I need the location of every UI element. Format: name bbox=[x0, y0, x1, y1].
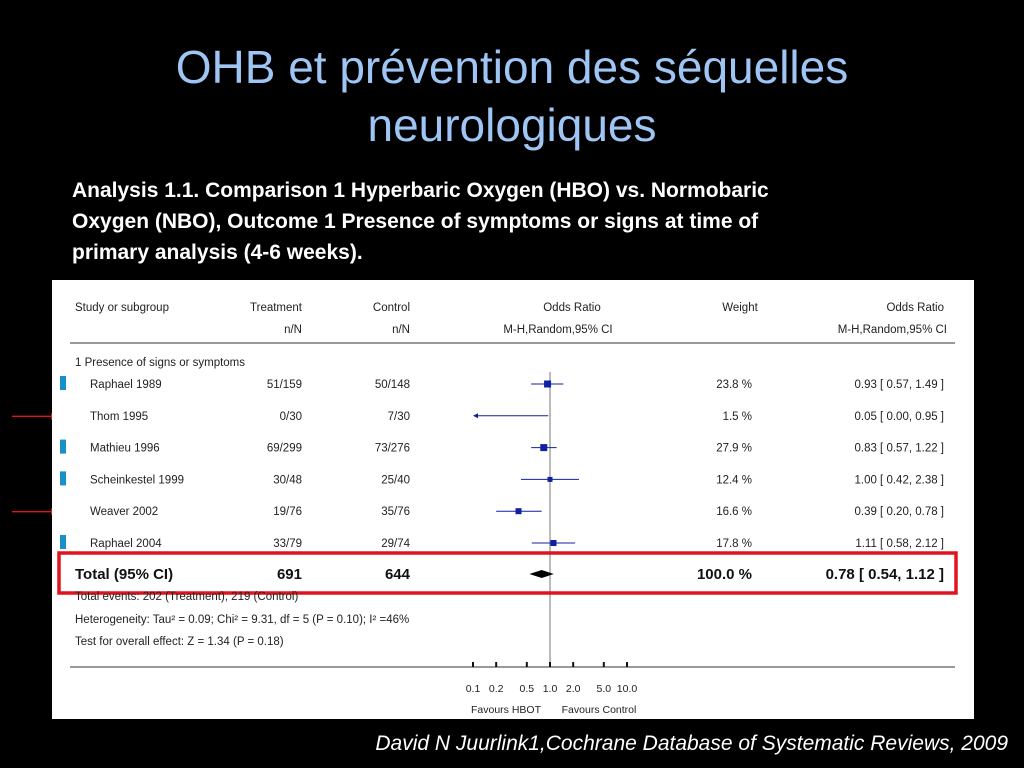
study-weight: 1.5 % bbox=[722, 410, 752, 423]
study-name: Raphael 2004 bbox=[90, 538, 162, 550]
study-ci-text: 0.93 [ 0.57, 1.49 ] bbox=[854, 379, 944, 391]
study-side-bar bbox=[60, 471, 66, 485]
study-weight: 23.8 % bbox=[716, 379, 752, 391]
study-point-estimate bbox=[544, 381, 551, 388]
study-treatment: 51/159 bbox=[266, 379, 302, 391]
analysis-description-line2: Oxygen (NBO), Outcome 1 Presence of symptoms or signs at time of bbox=[72, 210, 759, 233]
footer-events: Total events: 202 (Treatment), 219 (Control) bbox=[75, 591, 299, 603]
x-axis-tick-label: 1.0 bbox=[542, 683, 558, 695]
table-row bbox=[60, 440, 944, 455]
total-control: 644 bbox=[384, 566, 410, 583]
header-or-plot-sub: M-H,Random,95% CI bbox=[503, 324, 613, 336]
study-ci-text: 0.83 [ 0.57, 1.22 ] bbox=[854, 442, 944, 455]
header-treatment-sub: n/N bbox=[284, 324, 302, 336]
study-treatment: 69/299 bbox=[266, 442, 302, 455]
study-name: Mathieu 1996 bbox=[90, 442, 160, 455]
study-treatment: 33/79 bbox=[273, 538, 302, 550]
study-control: 50/148 bbox=[374, 379, 410, 391]
study-control: 7/30 bbox=[387, 410, 410, 423]
x-axis-tick-label: 2.0 bbox=[565, 683, 581, 695]
study-ci-text: 0.39 [ 0.20, 0.78 ] bbox=[854, 506, 944, 519]
study-weight: 17.8 % bbox=[716, 538, 752, 550]
study-ci-text: 1.00 [ 0.42, 2.38 ] bbox=[854, 474, 944, 487]
study-control: 35/76 bbox=[381, 506, 410, 519]
x-axis-tick-label: 0.2 bbox=[488, 683, 504, 695]
footer-heterogeneity: Heterogeneity: Tau² = 0.09; Chi² = 9.31, df = 5 (P = 0.10); I² =46% bbox=[75, 614, 410, 626]
study-treatment: 30/48 bbox=[273, 474, 302, 487]
study-side-bar bbox=[60, 376, 66, 390]
study-point-estimate bbox=[548, 477, 553, 482]
study-side-bar bbox=[60, 440, 66, 454]
forest-plot-panel bbox=[52, 280, 974, 719]
annotation-arrows bbox=[0, 0, 60, 768]
study-name: Raphael 1989 bbox=[90, 379, 162, 391]
study-ci-text: 1.11 [ 0.58, 2.12 ] bbox=[855, 538, 944, 550]
favours-right-label: Favours Control bbox=[561, 704, 637, 716]
study-weight: 12.4 % bbox=[716, 474, 752, 487]
study-point-estimate bbox=[550, 540, 556, 546]
header-treatment: Treatment bbox=[250, 302, 302, 314]
header-or-plot: Odds Ratio bbox=[543, 302, 601, 314]
study-ci-arrowhead bbox=[473, 413, 478, 418]
total-label: Total (95% CI) bbox=[75, 566, 174, 583]
table-row bbox=[90, 506, 944, 518]
study-name: Weaver 2002 bbox=[90, 506, 159, 519]
study-point-estimate bbox=[516, 508, 522, 514]
analysis-description bbox=[72, 175, 952, 268]
x-axis-tick-label: 0.5 bbox=[519, 683, 535, 695]
x-axis-tick-label: 5.0 bbox=[596, 683, 612, 695]
header-weight: Weight bbox=[722, 302, 758, 314]
x-axis-tick-label: 0.1 bbox=[465, 683, 481, 695]
total-highlight-box bbox=[59, 553, 956, 593]
study-ci-text: 0.05 [ 0.00, 0.95 ] bbox=[854, 410, 944, 423]
study-weight: 27.9 % bbox=[716, 442, 752, 455]
x-axis-tick-label: 10.0 bbox=[616, 683, 638, 695]
analysis-description-line3: primary analysis (4-6 weeks). bbox=[72, 241, 363, 264]
footer-overall-effect: Test for overall effect: Z = 1.34 (P = 0.18) bbox=[75, 636, 284, 648]
slide-title bbox=[0, 38, 1024, 154]
slide-title-line1: OHB et prévention des séquelles bbox=[175, 41, 849, 93]
table-row bbox=[60, 471, 944, 486]
study-control: 25/40 bbox=[381, 474, 410, 487]
header-control-sub: n/N bbox=[392, 324, 410, 336]
slide-title-line2: neurologiques bbox=[367, 99, 657, 151]
header-or-text: Odds Ratio bbox=[886, 302, 944, 314]
study-control: 73/276 bbox=[374, 442, 410, 455]
header-or-text-sub: M-H,Random,95% CI bbox=[837, 324, 947, 336]
citation: David N Juurlink1,Cochrane Database of Systematic Reviews, 2009 bbox=[375, 732, 1008, 755]
header-study: Study or subgroup bbox=[75, 302, 169, 314]
study-treatment: 0/30 bbox=[279, 410, 302, 423]
forest-plot bbox=[52, 280, 974, 719]
analysis-description-line1: Analysis 1.1. Comparison 1 Hyperbaric Oxygen (HBO) vs. Normobaric bbox=[72, 179, 769, 202]
study-name: Thom 1995 bbox=[90, 410, 149, 423]
table-row bbox=[60, 535, 944, 550]
study-treatment: 19/76 bbox=[273, 506, 302, 519]
study-control: 29/74 bbox=[381, 538, 410, 550]
total-weight: 100.0 % bbox=[696, 566, 752, 583]
study-weight: 16.6 % bbox=[716, 506, 752, 519]
total-ci-text: 0.78 [ 0.54, 1.12 ] bbox=[825, 566, 944, 583]
study-point-estimate bbox=[540, 444, 547, 451]
header-control: Control bbox=[372, 302, 410, 314]
subgroup-label: 1 Presence of signs or symptoms bbox=[75, 357, 246, 369]
favours-left-label: Favours HBOT bbox=[470, 704, 542, 716]
table-row bbox=[90, 411, 944, 423]
study-name: Scheinkestel 1999 bbox=[90, 474, 184, 487]
total-treatment: 691 bbox=[276, 566, 302, 583]
study-side-bar bbox=[60, 535, 66, 549]
table-row bbox=[60, 376, 944, 391]
